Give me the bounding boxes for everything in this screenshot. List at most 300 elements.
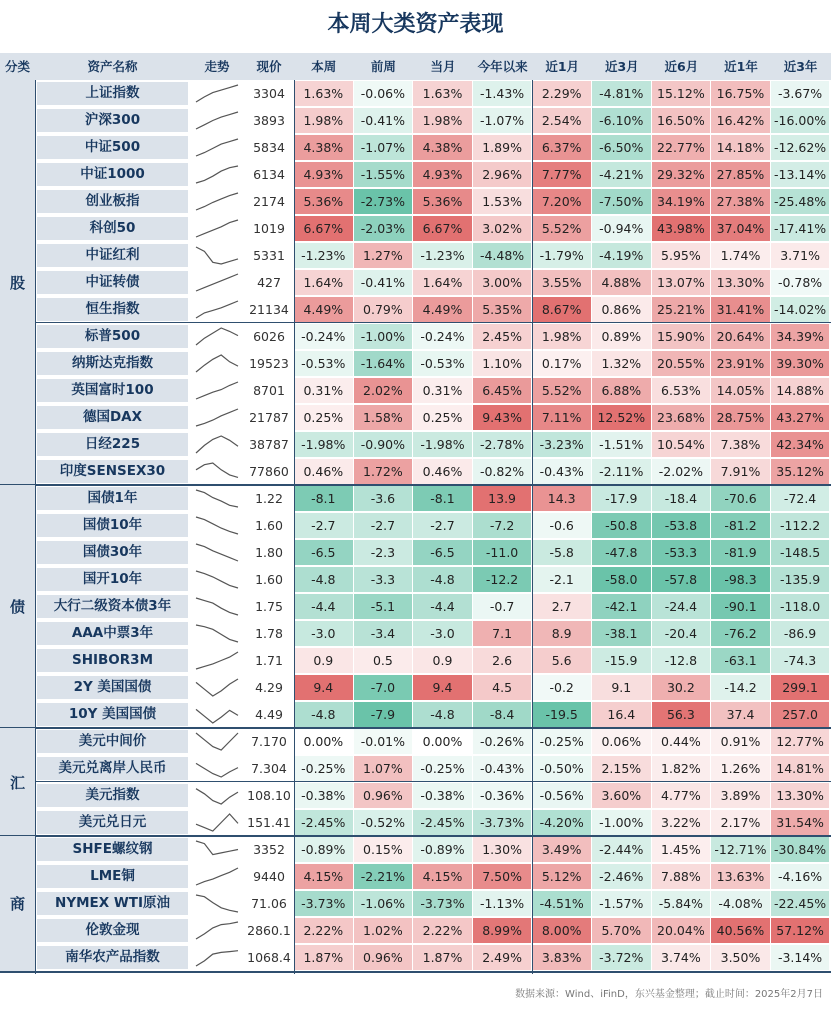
- value-cell: 1.26%: [711, 756, 770, 781]
- value-cell: 1.87%: [294, 945, 353, 970]
- value-cell: -0.7: [473, 594, 532, 619]
- trend-sparkline: [192, 782, 242, 809]
- value-cell: -1.07%: [354, 135, 413, 160]
- source-note: 数据来源：Wind、iFinD，东兴基金整理；截止时间：2025年2月7日: [515, 989, 823, 1000]
- current-price: 1.60: [255, 518, 283, 533]
- table-row: [35, 161, 831, 188]
- value-cell: 2.17%: [711, 810, 770, 835]
- value-cell: 20.64%: [711, 324, 770, 349]
- column-divider: [532, 80, 533, 974]
- value-cell: 9.1: [592, 675, 651, 700]
- value-cell: -0.89%: [294, 837, 353, 862]
- value-cell: 0.31%: [294, 378, 353, 403]
- value-cell: -24.4: [652, 594, 711, 619]
- value-cell: -63.1: [711, 648, 770, 673]
- value-cell: 13.63%: [711, 864, 770, 889]
- header-period: 当月: [430, 59, 456, 74]
- value-cell: -2.7: [413, 513, 472, 538]
- value-cell: 37.04%: [711, 216, 770, 241]
- current-price: 1.75: [255, 599, 283, 614]
- value-cell: 3.71%: [771, 243, 830, 268]
- header-name: 资产名称: [87, 59, 138, 74]
- table-row: [35, 539, 831, 566]
- value-cell: 27.38%: [711, 189, 770, 214]
- value-cell: 1.98%: [532, 324, 591, 349]
- value-cell: -4.08%: [711, 891, 770, 916]
- sparkline-path: [196, 733, 238, 750]
- sparkline-path: [196, 598, 238, 615]
- value-cell: -0.90%: [354, 432, 413, 457]
- trend-sparkline: [192, 188, 242, 215]
- value-cell: -0.06%: [354, 81, 413, 106]
- sparkline-path: [196, 841, 238, 855]
- value-cell: 0.89%: [592, 324, 651, 349]
- value-cell: -0.94%: [592, 216, 651, 241]
- value-cell: -0.01%: [354, 729, 413, 754]
- value-cell: 2.7: [532, 594, 591, 619]
- asset-name: 标普500: [37, 325, 188, 348]
- value-cell: 1.89%: [473, 135, 532, 160]
- header-period: 近1月: [545, 59, 580, 74]
- value-cell: -0.89%: [413, 837, 472, 862]
- value-cell: -0.43%: [532, 459, 591, 484]
- value-cell: -53.8: [652, 513, 711, 538]
- sparkline-path: [196, 652, 238, 669]
- value-cell: 4.88%: [592, 270, 651, 295]
- value-cell: -7.50%: [592, 189, 651, 214]
- value-cell: 4.93%: [294, 162, 353, 187]
- sparkline-path: [196, 951, 238, 966]
- sparkline-path: [196, 301, 238, 318]
- table-row: [35, 269, 831, 296]
- value-cell: 27.85%: [711, 162, 770, 187]
- value-cell: 8.9: [532, 621, 591, 646]
- current-price: 3893: [253, 113, 285, 128]
- value-cell: 1.98%: [413, 108, 472, 133]
- value-cell: -3.23%: [532, 432, 591, 457]
- value-cell: -112.2: [771, 513, 830, 538]
- asset-name: 中证500: [37, 136, 188, 159]
- value-cell: 4.49%: [413, 297, 472, 322]
- table-row: [35, 377, 831, 404]
- value-cell: -2.44%: [592, 837, 651, 862]
- value-cell: 2.6: [473, 648, 532, 673]
- value-cell: -2.7: [354, 513, 413, 538]
- value-cell: 9.4: [413, 675, 472, 700]
- header-period: 今年以来: [477, 59, 528, 74]
- sparkline-path: [196, 463, 238, 477]
- trend-sparkline: [192, 917, 242, 944]
- value-cell: -0.26%: [473, 729, 532, 754]
- table-row: [35, 593, 831, 620]
- value-cell: -1.00%: [354, 324, 413, 349]
- value-cell: -74.3: [771, 648, 830, 673]
- sparkline-path: [196, 355, 238, 372]
- value-cell: -0.36%: [473, 783, 532, 808]
- value-cell: 1.30%: [473, 837, 532, 862]
- value-cell: 13.30%: [771, 783, 830, 808]
- table-row: [35, 620, 831, 647]
- value-cell: -12.62%: [771, 135, 830, 160]
- current-price: 77860: [249, 464, 289, 479]
- value-cell: 1.64%: [294, 270, 353, 295]
- value-cell: 56.3: [652, 702, 711, 727]
- value-cell: 14.18%: [711, 135, 770, 160]
- sparkline-path: [196, 895, 238, 912]
- current-price: 8701: [253, 383, 285, 398]
- asset-name: 10Y 美国国债: [37, 703, 188, 726]
- value-cell: -2.11%: [592, 459, 651, 484]
- asset-name: 2Y 美国国债: [37, 676, 188, 699]
- value-cell: 0.25%: [413, 405, 472, 430]
- value-cell: 0.9: [413, 648, 472, 673]
- value-cell: -13.14%: [771, 162, 830, 187]
- value-cell: -1.06%: [354, 891, 413, 916]
- value-cell: 5.95%: [652, 243, 711, 268]
- value-cell: -90.1: [711, 594, 770, 619]
- value-cell: 7.11%: [532, 405, 591, 430]
- value-cell: -5.84%: [652, 891, 711, 916]
- value-cell: -17.41%: [771, 216, 830, 241]
- value-cell: 5.52%: [532, 216, 591, 241]
- value-cell: -81.9: [711, 540, 770, 565]
- asset-name: NYMEX WTI原油: [37, 892, 188, 915]
- value-cell: 0.25%: [294, 405, 353, 430]
- value-cell: -5.8: [532, 540, 591, 565]
- asset-name: 美元兑日元: [37, 811, 188, 834]
- asset-name: 国开10年: [37, 568, 188, 591]
- value-cell: 3.74%: [652, 945, 711, 970]
- table-row: [35, 350, 831, 377]
- trend-sparkline: [192, 323, 242, 350]
- value-cell: 20.55%: [652, 351, 711, 376]
- value-cell: -3.6: [354, 486, 413, 511]
- value-cell: -3.4: [354, 621, 413, 646]
- sparkline-path: [196, 220, 238, 237]
- current-price: 1.71: [255, 653, 283, 668]
- value-cell: 0.06%: [592, 729, 651, 754]
- value-cell: 8.67%: [532, 297, 591, 322]
- value-cell: 8.99%: [473, 918, 532, 943]
- trend-sparkline: [192, 620, 242, 647]
- value-cell: -1.57%: [592, 891, 651, 916]
- table-row: [35, 809, 831, 836]
- value-cell: -3.73%: [294, 891, 353, 916]
- value-cell: 4.38%: [294, 135, 353, 160]
- asset-name: 南华农产品指数: [37, 946, 188, 969]
- value-cell: 0.31%: [413, 378, 472, 403]
- value-cell: -58.0: [592, 567, 651, 592]
- table-row: [35, 485, 831, 512]
- value-cell: -8.1: [413, 486, 472, 511]
- value-cell: -0.82%: [473, 459, 532, 484]
- value-cell: 34.39%: [771, 324, 830, 349]
- value-cell: -1.51%: [592, 432, 651, 457]
- value-cell: -3.73%: [413, 891, 472, 916]
- value-cell: 16.50%: [652, 108, 711, 133]
- value-cell: -3.73%: [473, 810, 532, 835]
- value-cell: 7.88%: [652, 864, 711, 889]
- header-category: 分类: [4, 59, 30, 74]
- table-row: [35, 512, 831, 539]
- value-cell: 4.15%: [294, 864, 353, 889]
- value-cell: 5.36%: [294, 189, 353, 214]
- value-cell: -12.2: [473, 567, 532, 592]
- current-price: 5331: [253, 248, 285, 263]
- value-cell: 1.58%: [354, 405, 413, 430]
- value-cell: 2.29%: [532, 81, 591, 106]
- asset-name: 上证指数: [37, 82, 188, 105]
- value-cell: 0.91%: [711, 729, 770, 754]
- trend-sparkline: [192, 512, 242, 539]
- value-cell: 16.4: [592, 702, 651, 727]
- value-cell: 31.54%: [771, 810, 830, 835]
- value-cell: 4.38%: [413, 135, 472, 160]
- trend-sparkline: [192, 350, 242, 377]
- asset-name: 美元指数: [37, 784, 188, 807]
- value-cell: 1.53%: [473, 189, 532, 214]
- value-cell: 5.52%: [532, 378, 591, 403]
- value-cell: -2.45%: [294, 810, 353, 835]
- current-price: 38787: [249, 437, 289, 452]
- value-cell: -4.4: [413, 594, 472, 619]
- value-cell: -0.43%: [473, 756, 532, 781]
- value-cell: -4.21%: [592, 162, 651, 187]
- value-cell: -16.00%: [771, 108, 830, 133]
- value-cell: 39.30%: [771, 351, 830, 376]
- current-price: 2174: [253, 194, 285, 209]
- value-cell: 0.96%: [354, 945, 413, 970]
- value-cell: 3.60%: [592, 783, 651, 808]
- header-period: 前周: [370, 59, 396, 74]
- value-cell: 1.98%: [294, 108, 353, 133]
- table-row: [35, 890, 831, 917]
- value-cell: 13.9: [473, 486, 532, 511]
- value-cell: -57.8: [652, 567, 711, 592]
- value-cell: 7.50%: [473, 864, 532, 889]
- value-cell: 1.45%: [652, 837, 711, 862]
- asset-name: 日经225: [37, 433, 188, 456]
- trend-sparkline: [192, 890, 242, 917]
- table-bottom-border: [0, 971, 831, 973]
- asset-name: AAA中票3年: [37, 622, 188, 645]
- value-cell: -2.78%: [473, 432, 532, 457]
- value-cell: -11.0: [473, 540, 532, 565]
- value-cell: 2.22%: [413, 918, 472, 943]
- value-cell: 22.77%: [652, 135, 711, 160]
- value-cell: 5.35%: [473, 297, 532, 322]
- current-price: 1.22: [255, 491, 283, 506]
- value-cell: 2.96%: [473, 162, 532, 187]
- value-cell: -4.16%: [771, 864, 830, 889]
- asset-name: 英国富时100: [37, 379, 188, 402]
- trend-sparkline: [192, 836, 242, 863]
- value-cell: -15.9: [592, 648, 651, 673]
- value-cell: -6.50%: [592, 135, 651, 160]
- value-cell: 37.4: [711, 702, 770, 727]
- value-cell: -1.43%: [473, 81, 532, 106]
- table-row: [35, 80, 831, 107]
- trend-sparkline: [192, 755, 242, 782]
- value-cell: -2.3: [354, 540, 413, 565]
- value-cell: 6.53%: [652, 378, 711, 403]
- sparkline-path: [196, 328, 238, 345]
- table-row: [35, 782, 831, 809]
- trend-sparkline: [192, 134, 242, 161]
- value-cell: 43.27%: [771, 405, 830, 430]
- category-label: 债: [0, 485, 35, 728]
- value-cell: 4.15%: [413, 864, 472, 889]
- value-cell: 6.67%: [294, 216, 353, 241]
- group-divider: [0, 835, 831, 837]
- current-price: 3352: [253, 842, 285, 857]
- value-cell: -47.8: [592, 540, 651, 565]
- asset-name: 国债1年: [37, 487, 188, 510]
- value-cell: -4.48%: [473, 243, 532, 268]
- table-row: [35, 188, 831, 215]
- value-cell: 9.43%: [473, 405, 532, 430]
- value-cell: 23.91%: [711, 351, 770, 376]
- value-cell: 0.15%: [354, 837, 413, 862]
- value-cell: 0.46%: [413, 459, 472, 484]
- sparkline-path: [196, 922, 238, 939]
- value-cell: -0.50%: [532, 756, 591, 781]
- value-cell: -38.1: [592, 621, 651, 646]
- table-row: [35, 836, 831, 863]
- value-cell: -1.13%: [473, 891, 532, 916]
- value-cell: 42.34%: [771, 432, 830, 457]
- value-cell: 3.22%: [652, 810, 711, 835]
- value-cell: 0.5: [354, 648, 413, 673]
- trend-sparkline: [192, 269, 242, 296]
- value-cell: -1.98%: [413, 432, 472, 457]
- table-row: [35, 917, 831, 944]
- current-price: 151.41: [247, 815, 291, 830]
- value-cell: 15.12%: [652, 81, 711, 106]
- chart-title: 本周大类资产表现: [327, 12, 504, 37]
- value-cell: -1.23%: [413, 243, 472, 268]
- value-cell: -4.51%: [532, 891, 591, 916]
- current-price: 7.170: [251, 734, 287, 749]
- value-cell: -5.1: [354, 594, 413, 619]
- value-cell: -0.25%: [532, 729, 591, 754]
- value-cell: 7.77%: [532, 162, 591, 187]
- value-cell: 3.49%: [532, 837, 591, 862]
- value-cell: -3.14%: [771, 945, 830, 970]
- table-row: [35, 296, 831, 323]
- asset-name: LME铜: [37, 865, 188, 888]
- column-divider: [35, 80, 36, 974]
- value-cell: -2.21%: [354, 864, 413, 889]
- table-row: [35, 404, 831, 431]
- value-cell: 5.12%: [532, 864, 591, 889]
- header-period: 近1年: [724, 59, 758, 74]
- trend-sparkline: [192, 485, 242, 512]
- value-cell: 5.6: [532, 648, 591, 673]
- current-price: 6134: [253, 167, 285, 182]
- value-cell: 1.07%: [354, 756, 413, 781]
- sparkline-path: [196, 139, 238, 156]
- value-cell: -8.4: [473, 702, 532, 727]
- value-cell: 0.00%: [413, 729, 472, 754]
- value-cell: -6.5: [294, 540, 353, 565]
- value-cell: -3.67%: [771, 81, 830, 106]
- header-period: 本周: [311, 59, 337, 74]
- trend-sparkline: [192, 431, 242, 458]
- trend-sparkline: [192, 539, 242, 566]
- value-cell: -3.0: [413, 621, 472, 646]
- value-cell: 29.32%: [652, 162, 711, 187]
- asset-name: 沪深300: [37, 109, 188, 132]
- asset-name: 印度SENSEX30: [37, 460, 188, 483]
- value-cell: 34.19%: [652, 189, 711, 214]
- value-cell: -3.3: [354, 567, 413, 592]
- value-cell: 1.63%: [294, 81, 353, 106]
- asset-name: 德国DAX: [37, 406, 188, 429]
- value-cell: 3.89%: [711, 783, 770, 808]
- value-cell: -53.3: [652, 540, 711, 565]
- asset-name: 美元兑离岸人民币: [37, 757, 188, 780]
- value-cell: -14.2: [711, 675, 770, 700]
- value-cell: 1.72%: [354, 459, 413, 484]
- table-row: [35, 134, 831, 161]
- value-cell: 2.02%: [354, 378, 413, 403]
- group-divider: [0, 484, 831, 486]
- asset-name: 大行二级资本债3年: [37, 595, 188, 618]
- trend-sparkline: [192, 809, 242, 836]
- current-price: 6026: [253, 329, 285, 344]
- value-cell: -17.9: [592, 486, 651, 511]
- value-cell: 14.05%: [711, 378, 770, 403]
- sparkline-path: [196, 625, 238, 642]
- value-cell: -42.1: [592, 594, 651, 619]
- value-cell: -3.72%: [592, 945, 651, 970]
- trend-sparkline: [192, 215, 242, 242]
- value-cell: -3.0: [294, 621, 353, 646]
- subgroup-divider: [35, 781, 831, 782]
- value-cell: -2.45%: [413, 810, 472, 835]
- value-cell: -7.0: [354, 675, 413, 700]
- value-cell: 4.93%: [413, 162, 472, 187]
- current-price: 4.49: [255, 707, 283, 722]
- value-cell: -135.9: [771, 567, 830, 592]
- current-price: 427: [257, 275, 281, 290]
- value-cell: -0.41%: [354, 108, 413, 133]
- asset-name: 创业板指: [37, 190, 188, 213]
- value-cell: 0.79%: [354, 297, 413, 322]
- asset-name: 中证转债: [37, 271, 188, 294]
- asset-name: 恒生指数: [37, 298, 188, 321]
- value-cell: 7.20%: [532, 189, 591, 214]
- header-trend: 走势: [204, 59, 230, 74]
- sparkline-path: [196, 193, 238, 210]
- current-price: 108.10: [247, 788, 291, 803]
- value-cell: 35.12%: [771, 459, 830, 484]
- trend-sparkline: [192, 80, 242, 107]
- value-cell: -18.4: [652, 486, 711, 511]
- asset-name: SHFE螺纹钢: [37, 838, 188, 861]
- value-cell: 1.87%: [413, 945, 472, 970]
- subgroup-divider: [35, 322, 831, 323]
- sparkline-path: [196, 789, 238, 804]
- trend-sparkline: [192, 242, 242, 269]
- value-cell: -12.8: [652, 648, 711, 673]
- value-cell: 31.41%: [711, 297, 770, 322]
- value-cell: 1.82%: [652, 756, 711, 781]
- current-price: 21787: [249, 410, 289, 425]
- sparkline-path: [196, 517, 238, 534]
- value-cell: -118.0: [771, 594, 830, 619]
